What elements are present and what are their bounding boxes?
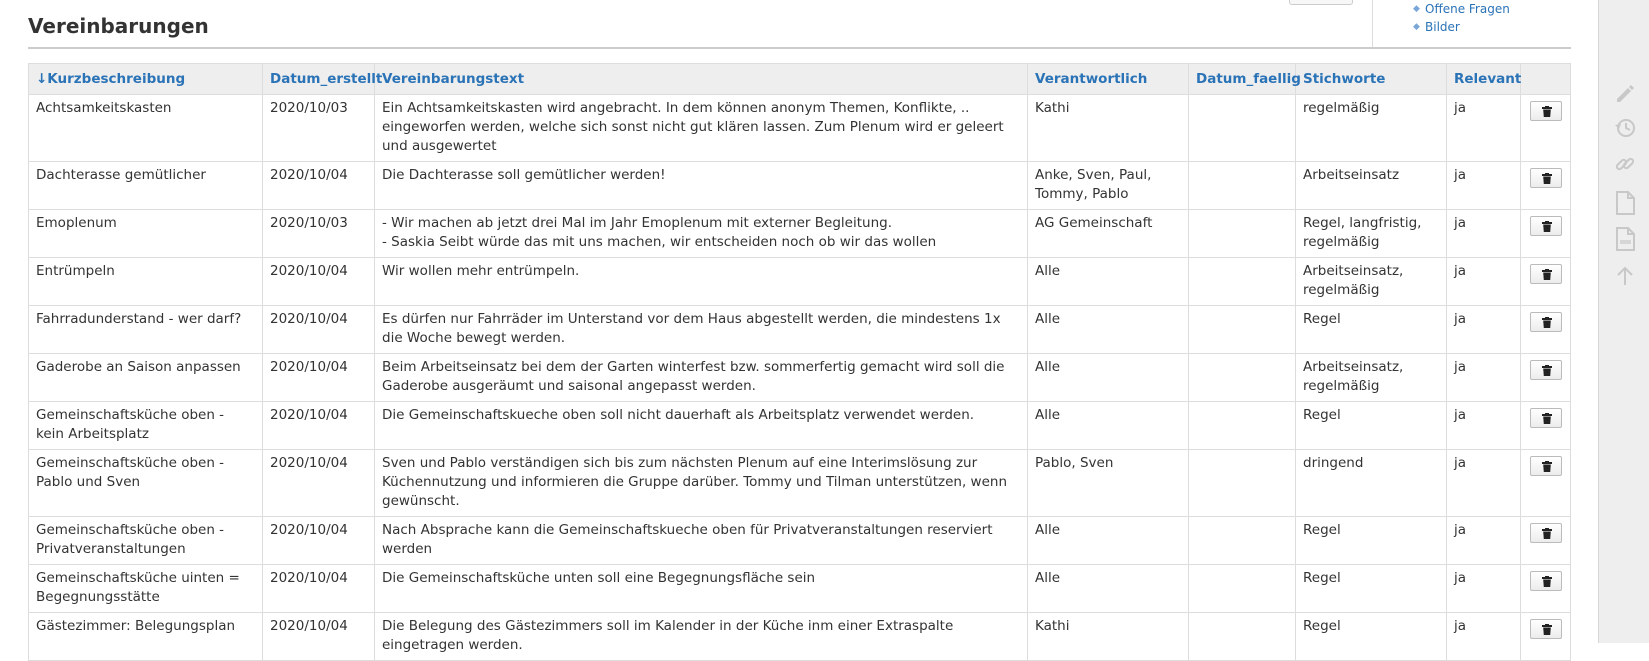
header-verantwortlich[interactable]: Verantwortlich <box>1028 64 1189 95</box>
cell-stichworte: Regel <box>1296 402 1447 450</box>
table-row <box>29 258 1571 306</box>
cell-stichworte: Arbeitseinsatz, regelmäßig <box>1296 354 1447 402</box>
cell-kurzbeschreibung: Achtsamkeitskasten <box>29 95 263 162</box>
cell-relevant: ja <box>1447 162 1521 210</box>
header-actions <box>1521 64 1571 95</box>
cell-relevant: ja <box>1447 258 1521 306</box>
table-row <box>29 162 1571 210</box>
top-button-stub[interactable] <box>1289 0 1353 5</box>
cell-actions <box>1521 354 1571 402</box>
cell-datum-faellig <box>1189 354 1296 402</box>
header-kurzbeschreibung[interactable]: ↓Kurzbeschreibung <box>29 64 263 95</box>
page-tools-sidebar <box>1598 0 1649 643</box>
cell-kurzbeschreibung: Dachterasse gemütlicher <box>29 162 263 210</box>
cell-verantwortlich: Alle <box>1028 306 1189 354</box>
table-row <box>29 565 1571 613</box>
cell-vereinbarungstext: Die Gemeinschaftsküche unten soll eine Begegnungsfläche sein <box>375 565 1028 613</box>
cell-datum-faellig <box>1189 210 1296 258</box>
cell-stichworte: Arbeitseinsatz, regelmäßig <box>1296 258 1447 306</box>
cell-datum-faellig <box>1189 162 1296 210</box>
table-row <box>29 95 1571 162</box>
table-of-contents <box>1413 0 1510 36</box>
trash-icon <box>1542 269 1552 280</box>
trash-icon <box>1542 106 1552 117</box>
table-body <box>29 95 1571 661</box>
trash-icon <box>1542 317 1552 328</box>
history-icon[interactable] <box>1612 115 1638 141</box>
trash-icon <box>1542 221 1552 232</box>
cell-datum-faellig <box>1189 517 1296 565</box>
back-to-top-icon[interactable] <box>1612 263 1638 289</box>
trash-icon <box>1542 365 1552 376</box>
cell-kurzbeschreibung: Entrümpeln <box>29 258 263 306</box>
cell-datum-erstellt: 2020/10/03 <box>263 210 375 258</box>
toc-item <box>1413 0 1510 18</box>
cell-datum-erstellt: 2020/10/04 <box>263 517 375 565</box>
agreements-table <box>28 63 1571 661</box>
table-row <box>29 354 1571 402</box>
cell-verantwortlich: Kathi <box>1028 95 1189 162</box>
table-header-row <box>29 64 1571 95</box>
cell-stichworte: Regel, langfristig, regelmäßig <box>1296 210 1447 258</box>
header-vereinbarungstext[interactable]: Vereinbarungstext <box>375 64 1028 95</box>
header-datum-faellig[interactable]: Datum_faellig <box>1189 64 1296 95</box>
cell-stichworte: Regel <box>1296 306 1447 354</box>
delete-button[interactable] <box>1530 360 1562 380</box>
cell-datum-faellig <box>1189 450 1296 517</box>
cell-kurzbeschreibung: Emoplenum <box>29 210 263 258</box>
cell-verantwortlich: Anke, Sven, Paul, Tommy, Pablo <box>1028 162 1189 210</box>
cell-actions <box>1521 95 1571 162</box>
cell-kurzbeschreibung: Gemeinschaftsküche uinten = Begegnungsstätte <box>29 565 263 613</box>
cell-kurzbeschreibung: Gemeinschaftsküche oben - kein Arbeitsplatz <box>29 402 263 450</box>
cell-datum-erstellt: 2020/10/04 <box>263 402 375 450</box>
cell-vereinbarungstext: Beim Arbeitseinsatz bei dem der Garten winterfest bzw. sommerfertig gemacht wird soll die Gaderobe ausgeräumt und saisonal angepasst werden. <box>375 354 1028 402</box>
trash-icon <box>1542 173 1552 184</box>
bullet-icon: ◆ <box>1413 4 1420 14</box>
cell-datum-faellig <box>1189 565 1296 613</box>
cell-verantwortlich: Alle <box>1028 258 1189 306</box>
cell-datum-faellig <box>1189 95 1296 162</box>
delete-button[interactable] <box>1530 456 1562 476</box>
table-row <box>29 306 1571 354</box>
cell-actions <box>1521 162 1571 210</box>
cell-datum-erstellt: 2020/10/04 <box>263 162 375 210</box>
cell-verantwortlich: AG Gemeinschaft <box>1028 210 1189 258</box>
cell-actions <box>1521 450 1571 517</box>
delete-button[interactable] <box>1530 216 1562 236</box>
cell-vereinbarungstext: Die Gemeinschaftskueche oben soll nicht dauerhaft als Arbeitsplatz verwendet werden. <box>375 402 1028 450</box>
trash-icon <box>1542 413 1552 424</box>
cell-datum-faellig <box>1189 258 1296 306</box>
table-row <box>29 517 1571 565</box>
cell-verantwortlich: Alle <box>1028 354 1189 402</box>
toc-link-offene-fragen[interactable]: Offene Fragen <box>1425 2 1510 16</box>
cell-datum-faellig <box>1189 306 1296 354</box>
cell-datum-erstellt: 2020/10/04 <box>263 450 375 517</box>
delete-button[interactable] <box>1530 619 1562 639</box>
cell-relevant: ja <box>1447 354 1521 402</box>
cell-stichworte: Regel <box>1296 613 1447 661</box>
edit-icon[interactable] <box>1612 80 1638 106</box>
cell-verantwortlich: Kathi <box>1028 613 1189 661</box>
cell-relevant: ja <box>1447 565 1521 613</box>
cell-relevant: ja <box>1447 402 1521 450</box>
title-divider <box>28 47 1571 49</box>
trash-icon <box>1542 576 1552 587</box>
cell-datum-erstellt: 2020/10/04 <box>263 565 375 613</box>
header-datum-erstellt[interactable]: Datum_erstellt <box>263 64 375 95</box>
trash-icon <box>1542 528 1552 539</box>
cell-actions <box>1521 306 1571 354</box>
cell-kurzbeschreibung: Gaderobe an Saison anpassen <box>29 354 263 402</box>
cell-datum-faellig <box>1189 402 1296 450</box>
cell-relevant: ja <box>1447 210 1521 258</box>
cell-stichworte: Regel <box>1296 517 1447 565</box>
export-odt-icon[interactable] <box>1612 190 1638 216</box>
header-relevant[interactable]: Relevant <box>1447 64 1521 95</box>
cell-actions <box>1521 402 1571 450</box>
trash-icon <box>1542 461 1552 472</box>
cell-kurzbeschreibung: Fahrradunderstand - wer darf? <box>29 306 263 354</box>
cell-actions <box>1521 565 1571 613</box>
cell-stichworte: Arbeitseinsatz <box>1296 162 1447 210</box>
delete-button[interactable] <box>1530 264 1562 284</box>
cell-vereinbarungstext: Die Belegung des Gästezimmers soll im Kalender in der Küche inm einer Extraspalte eingetragen werden. <box>375 613 1028 661</box>
cell-vereinbarungstext: Sven und Pablo verständigen sich bis zum nächsten Plenum auf eine Interimslösung zur Küchennutzung und informieren die Gruppe darüber. Tommy und Tilman unterstützen, wenn gewünscht. <box>375 450 1028 517</box>
cell-datum-erstellt: 2020/10/04 <box>263 613 375 661</box>
delete-button[interactable] <box>1530 312 1562 332</box>
cell-datum-erstellt: 2020/10/04 <box>263 354 375 402</box>
cell-verantwortlich: Alle <box>1028 565 1189 613</box>
cell-datum-erstellt: 2020/10/04 <box>263 258 375 306</box>
backlinks-icon[interactable] <box>1612 151 1638 177</box>
cell-relevant: ja <box>1447 613 1521 661</box>
cell-kurzbeschreibung: Gästezimmer: Belegungsplan <box>29 613 263 661</box>
toc-link-bilder[interactable]: Bilder <box>1425 20 1460 34</box>
delete-button[interactable] <box>1530 571 1562 591</box>
cell-actions <box>1521 258 1571 306</box>
delete-button[interactable] <box>1530 168 1562 188</box>
cell-vereinbarungstext: Es dürfen nur Fahrräder im Unterstand vor dem Haus abgestellt werden, die mindestens 1x die Woche bewegt werden. <box>375 306 1028 354</box>
cell-verantwortlich: Pablo, Sven <box>1028 450 1189 517</box>
cell-vereinbarungstext: Wir wollen mehr entrümpeln. <box>375 258 1028 306</box>
cell-vereinbarungstext: - Wir machen ab jetzt drei Mal im Jahr Emoplenum mit externer Begleitung. - Saskia Seibt würde das mit uns machen, wir entscheiden noch ob wir das wollen <box>375 210 1028 258</box>
header-stichworte[interactable]: Stichworte <box>1296 64 1447 95</box>
toc-divider <box>1372 0 1373 47</box>
cell-actions <box>1521 210 1571 258</box>
cell-datum-erstellt: 2020/10/03 <box>263 95 375 162</box>
cell-relevant: ja <box>1447 95 1521 162</box>
cell-relevant: ja <box>1447 517 1521 565</box>
cell-datum-erstellt: 2020/10/04 <box>263 306 375 354</box>
table-row <box>29 613 1571 661</box>
bullet-icon: ◆ <box>1413 22 1420 32</box>
cell-actions <box>1521 613 1571 661</box>
cell-vereinbarungstext: Ein Achtsamkeitskasten wird angebracht. In dem können anonym Themen, Konflikte, .. eingeworfen werden, welche sich sonst nicht gut klären lassen. Zum Plenum wird er geleert und ausgewertet <box>375 95 1028 162</box>
cell-kurzbeschreibung: Gemeinschaftsküche oben - Privatveranstaltungen <box>29 517 263 565</box>
table-row <box>29 210 1571 258</box>
cell-vereinbarungstext: Nach Absprache kann die Gemeinschaftskueche oben für Privatveranstaltungen reserviert werden <box>375 517 1028 565</box>
table-row <box>29 450 1571 517</box>
cell-relevant: ja <box>1447 450 1521 517</box>
delete-button[interactable] <box>1530 101 1562 121</box>
cell-kurzbeschreibung: Gemeinschaftsküche oben - Pablo und Sven <box>29 450 263 517</box>
toc-item <box>1413 18 1510 36</box>
cell-stichworte: Regel <box>1296 565 1447 613</box>
trash-icon <box>1542 624 1552 635</box>
export-pdf-icon[interactable] <box>1612 226 1638 252</box>
cell-vereinbarungstext: Die Dachterasse soll gemütlicher werden! <box>375 162 1028 210</box>
delete-button[interactable] <box>1530 408 1562 428</box>
cell-relevant: ja <box>1447 306 1521 354</box>
cell-actions <box>1521 517 1571 565</box>
cell-datum-faellig <box>1189 613 1296 661</box>
delete-button[interactable] <box>1530 523 1562 543</box>
page-title: Vereinbarungen <box>28 14 209 38</box>
cell-stichworte: dringend <box>1296 450 1447 517</box>
cell-verantwortlich: Alle <box>1028 402 1189 450</box>
cell-stichworte: regelmäßig <box>1296 95 1447 162</box>
cell-verantwortlich: Alle <box>1028 517 1189 565</box>
table-row <box>29 402 1571 450</box>
